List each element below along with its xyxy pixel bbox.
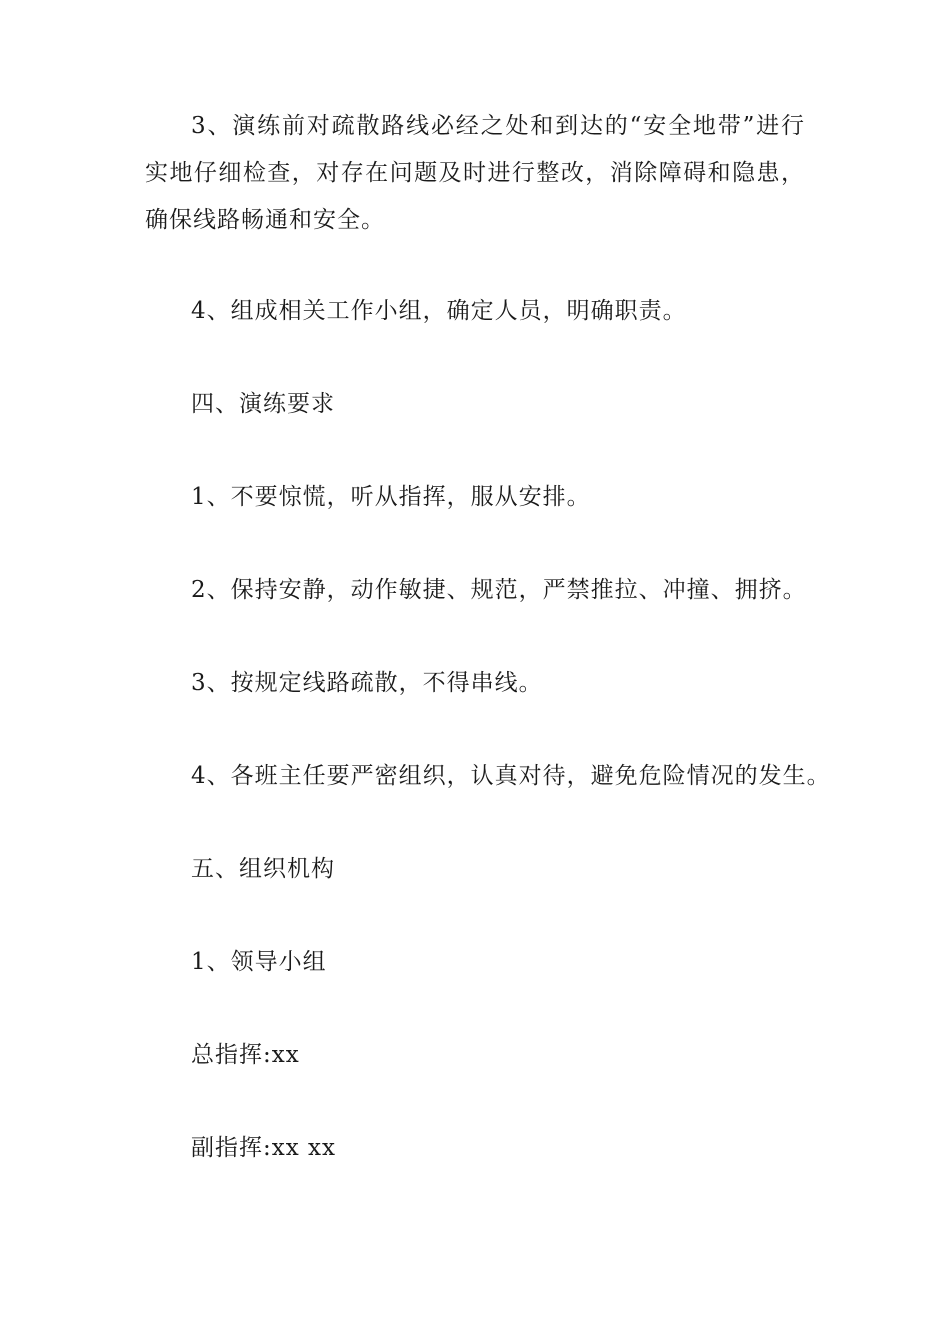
chief-commander-line: 总指挥:xx [191, 1042, 300, 1068]
requirement-item-2: 2、保持安静，动作敏捷、规范，严禁推拉、冲撞、拥挤。 [191, 577, 807, 603]
paragraph-route-inspection: 3、演练前对疏散路线必经之处和到达的“安全地带”进行实地仔细检查，对存在问题及时进行整改，消除障碍和隐患，确保线路畅通和安全。 [145, 113, 805, 233]
paragraph-work-groups: 4、组成相关工作小组，确定人员，明确职责。 [191, 298, 687, 324]
requirement-item-4: 4、各班主任要严密组织，认真对待，避免危险情况的发生。 [191, 763, 831, 789]
subsection-heading-leadership-group: 1、领导小组 [191, 949, 327, 975]
section-heading-organization: 五、组织机构 [191, 856, 335, 882]
requirement-item-1: 1、不要惊慌，听从指挥，服从安排。 [191, 484, 591, 510]
section-heading-drill-requirements: 四、演练要求 [191, 391, 335, 417]
deputy-commander-line: 副指挥:xx xx [191, 1135, 336, 1161]
requirement-item-3: 3、按规定线路疏散，不得串线。 [191, 670, 543, 696]
